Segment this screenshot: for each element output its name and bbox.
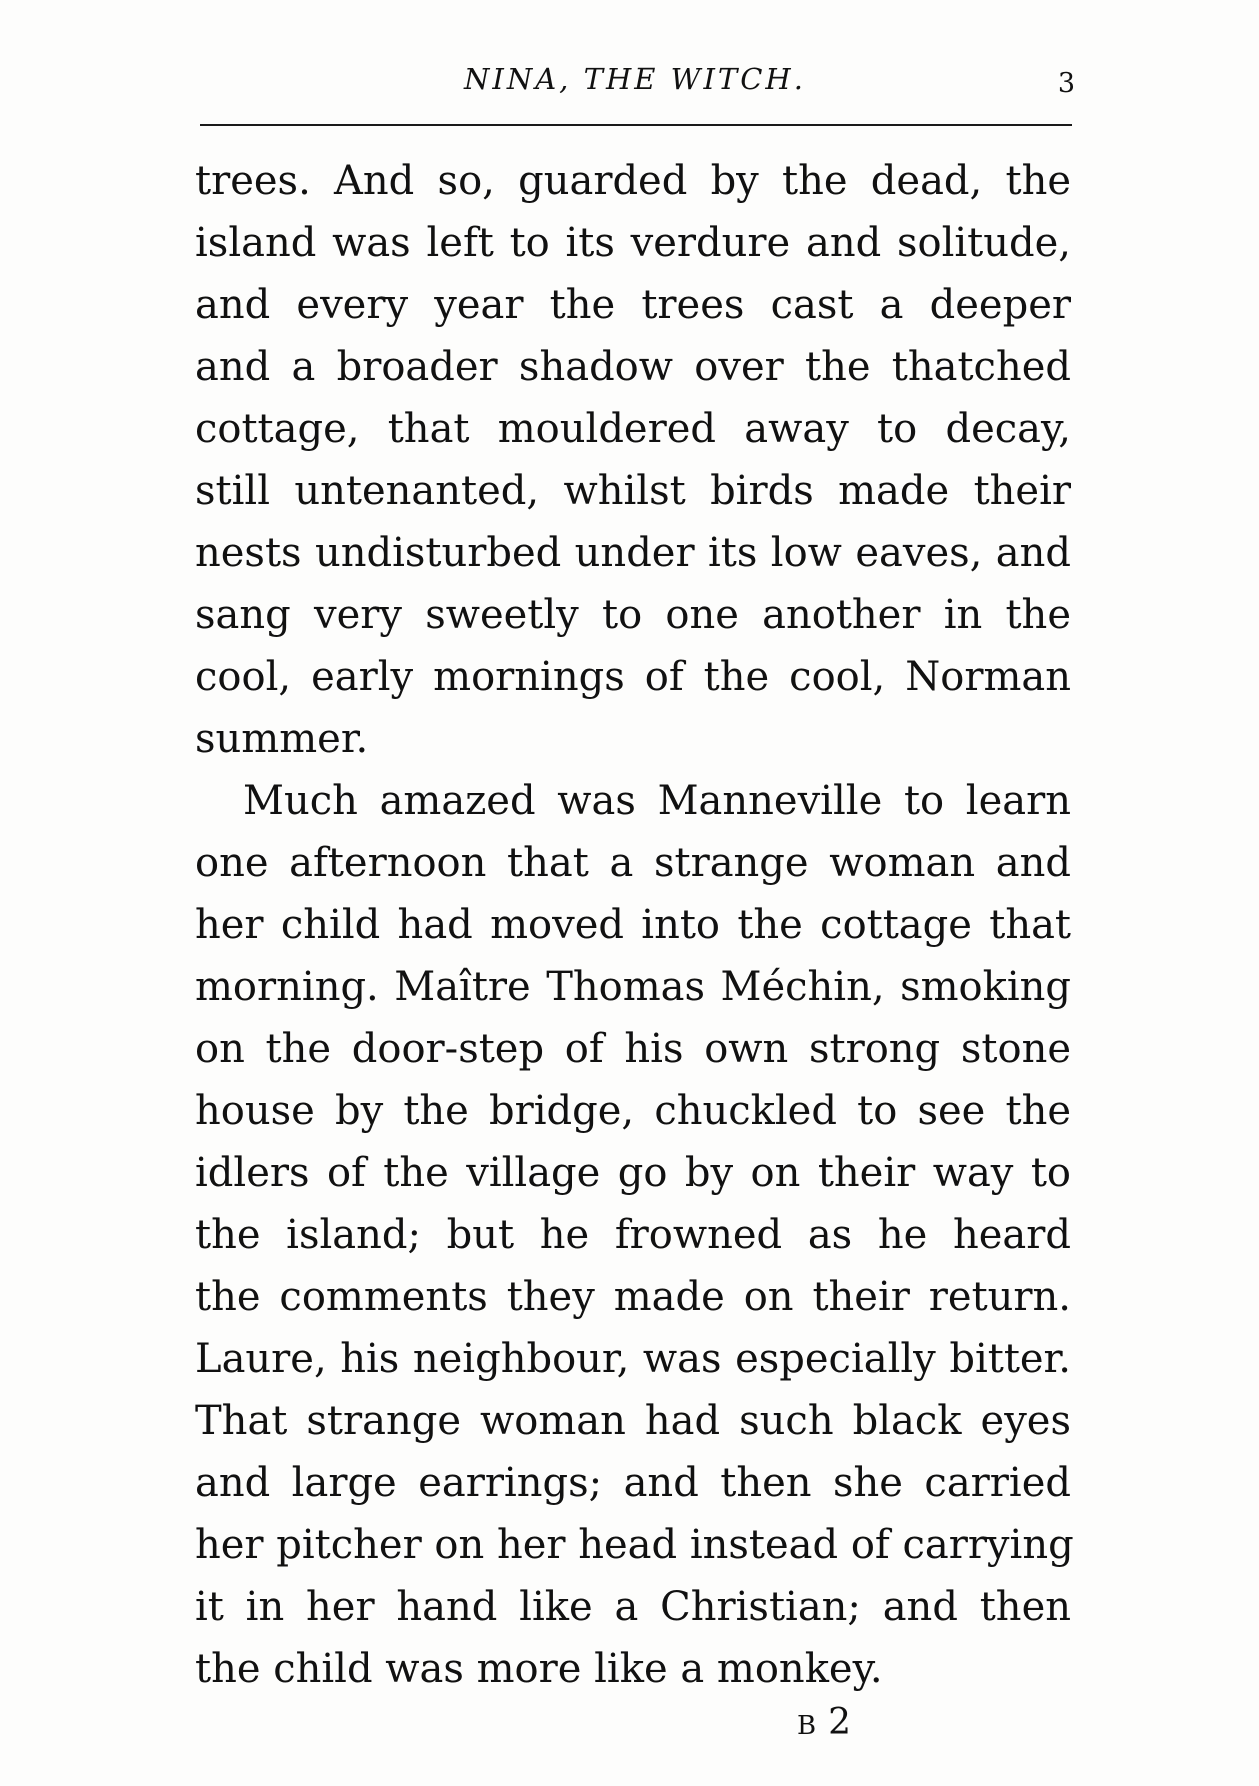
text-line: her pitcher on her head instead of carrying — [195, 1522, 1074, 1568]
text-line: Much amazed was Manneville to learn — [243, 778, 1071, 824]
text-line: morning. Maître Thomas Méchin, smoking — [195, 964, 1071, 1010]
text-line: idlers of the village go by on their way to — [195, 1150, 1071, 1196]
text-line: on the door-step of his own strong stone — [195, 1026, 1071, 1072]
signature-mark — [797, 1702, 851, 1743]
text-line: Laure, his neighbour, was especially bitter. — [195, 1336, 1071, 1382]
text-line: cool, early mornings of the cool, Norman — [195, 654, 1071, 700]
text-line: and a broader shadow over the thatched — [195, 344, 1071, 390]
text-line: the island; but he frowned as he heard — [195, 1212, 1071, 1258]
text-line: it in her hand like a Christian; and then — [195, 1584, 1071, 1630]
text-line: and every year the trees cast a deeper — [195, 282, 1071, 328]
text-line: her child had moved into the cottage that — [195, 902, 1071, 948]
text-line: one afternoon that a strange woman and — [195, 840, 1071, 886]
running-head — [195, 62, 1075, 102]
signature-letter: B — [797, 1711, 817, 1741]
text-line: trees. And so, guarded by the dead, the — [195, 158, 1071, 204]
text-line: That strange woman had such black eyes — [195, 1398, 1071, 1444]
body-text — [195, 150, 1074, 1700]
text-line: the comments they made on their return. — [195, 1274, 1071, 1320]
text-line: still untenanted, whilst birds made their — [195, 468, 1071, 514]
text-line: and large earrings; and then she carried — [195, 1460, 1071, 1506]
text-line: nests undisturbed under its low eaves, and — [195, 530, 1071, 576]
header-rule — [200, 124, 1072, 126]
text-line: the child was more like a monkey. — [195, 1646, 883, 1692]
text-line: island was left to its verdure and solitude, — [195, 220, 1071, 266]
text-line: summer. — [195, 716, 369, 762]
page-number: 3 — [1057, 68, 1075, 99]
text-line: cottage, that mouldered away to decay, — [195, 406, 1071, 452]
running-title: NINA, THE WITCH. — [464, 62, 806, 96]
text-line: sang very sweetly to one another in the — [195, 592, 1071, 638]
text-line: house by the bridge, chuckled to see the — [195, 1088, 1071, 1134]
signature-number: 2 — [828, 1702, 852, 1743]
